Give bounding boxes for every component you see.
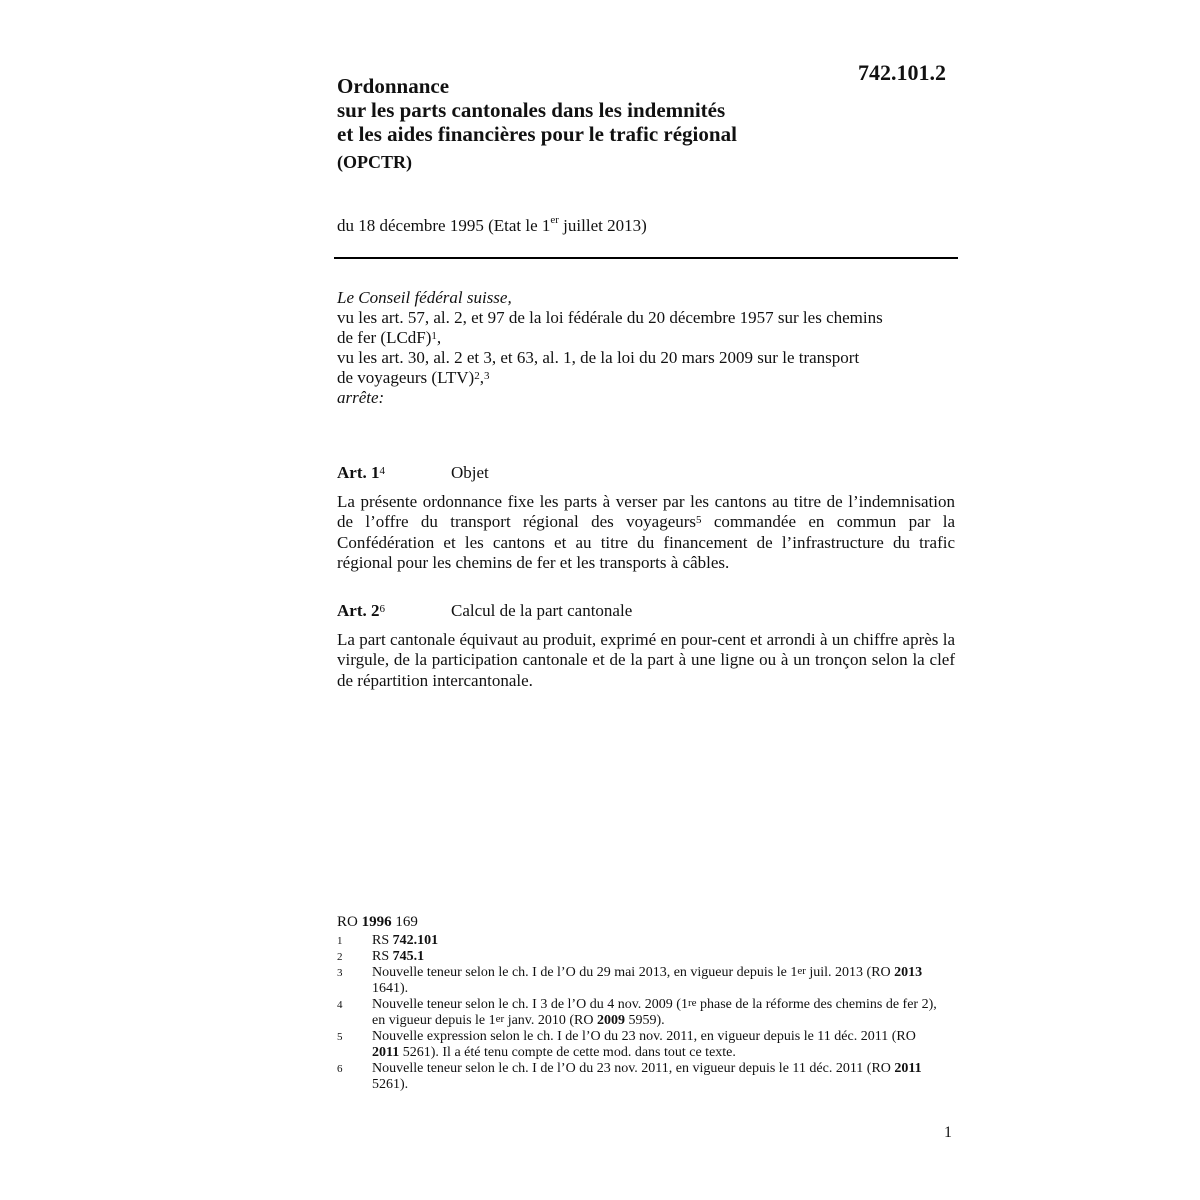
footnote-segment: RS <box>372 933 393 948</box>
article-body <box>337 492 955 574</box>
footnote-ref[interactable]: 3 <box>483 370 490 382</box>
footnote-text <box>372 1061 937 1093</box>
footnote-text <box>372 997 937 1029</box>
dateline <box>337 216 647 236</box>
footnote-bold: 2011 <box>372 1045 400 1060</box>
footnote-bold: 742.101 <box>392 933 439 948</box>
title-line: et les aides financières pour le trafic régional <box>337 122 737 146</box>
footnote-segment: Nouvelle expression selon le ch. I de l’O du 23 nov. 2011, en vigueur depuis le 11 déc. 2011 (RO <box>372 1029 916 1044</box>
article-body: La part cantonale équivaut au produit, exprimé en pour-cent et arrondi à un chiffre après la virgule, de la participation cantonale et de la part à une ligne ou à un tronçon selon la clef de répartition intercantonale. <box>337 629 955 690</box>
footnote-bold: 2011 <box>894 1061 922 1076</box>
footnote-ref[interactable]: 4 <box>379 465 385 477</box>
article-text: commandée en commun par la Confédération et les cantons et au titre du financement de l’infrastructure du trafic régional pour les chemins de fer et les transports à câbles. <box>337 512 955 572</box>
article-heading <box>337 601 955 622</box>
article-label <box>337 601 451 622</box>
footnote-5 <box>337 1029 937 1061</box>
document-number: 742.101.2 <box>858 60 946 85</box>
footnote-number: 6 <box>337 1063 343 1075</box>
footnote-number: 4 <box>337 999 343 1011</box>
preamble-line: vu les art. 57, al. 2, et 97 de la loi fédérale du 20 décembre 1957 sur les chemins <box>337 308 883 327</box>
authority: Le Conseil fédéral suisse, <box>337 288 512 307</box>
footnote-bold: 745.1 <box>392 949 425 964</box>
ro-reference <box>337 914 937 930</box>
footnote-2 <box>337 949 937 965</box>
document-title <box>337 74 857 174</box>
article-label-text: Art. 1 <box>337 463 380 482</box>
footnote-segment: janv. 2010 (RO <box>504 1013 597 1028</box>
title-abbreviation: (OPCTR) <box>337 152 412 172</box>
ro-year: 1996 <box>361 914 392 930</box>
footnote-text <box>372 1029 937 1061</box>
superscript: er <box>797 965 806 977</box>
decree: arrête: <box>337 388 385 407</box>
footnote-segment: Nouvelle teneur selon le ch. I 3 de l’O du 4 nov. 2009 (1 <box>372 997 688 1012</box>
footnote-bold: 2009 <box>597 1013 625 1028</box>
footnote-number: 5 <box>337 1031 343 1043</box>
preamble-line: de fer (LCdF)$^1$, <box>337 328 442 347</box>
preamble-text: de voyageurs (LTV) <box>337 368 475 387</box>
footnote-6 <box>337 1061 937 1093</box>
footnote-1 <box>337 933 937 949</box>
article-text: La présente ordonnance fixe les parts à verser par les cantons au titre de l’indemnisation de l’offre du transport régional des voyageurs <box>337 491 955 531</box>
footnote-number: 2 <box>337 951 343 963</box>
footnote-text <box>372 933 937 949</box>
article-2 <box>337 601 955 691</box>
footnote-3 <box>337 965 937 997</box>
article-heading <box>337 463 955 484</box>
header-rule <box>334 257 958 259</box>
title-line: sur les parts cantonales dans les indemnités <box>337 98 726 122</box>
footnote-text <box>372 965 937 997</box>
footnote-ref[interactable]: 6 <box>379 603 385 615</box>
footnote-ref[interactable]: 5 <box>696 514 702 526</box>
footnote-segment: RS <box>372 949 393 964</box>
preamble-text: de fer (LCdF) <box>337 328 432 347</box>
preamble <box>337 288 957 408</box>
footnote-segment: Nouvelle teneur selon le ch. I de l’O du 29 mai 2013, en vigueur depuis le 1 <box>372 965 798 980</box>
dateline-text: du 18 décembre 1995 (Etat le 1 <box>337 216 551 235</box>
footnote-4 <box>337 997 937 1029</box>
page-number: 1 <box>944 1124 952 1141</box>
footnote-segment: phase de la réforme des chemins de fer 2), en vigueur depuis le 1 <box>372 997 937 1028</box>
footnote-segment: juil. 2013 (RO <box>805 965 895 980</box>
ro-text: 169 <box>391 914 418 930</box>
superscript: er <box>495 1013 505 1025</box>
article-label-text: Art. 2 <box>337 601 380 620</box>
ro-text: RO <box>337 914 362 930</box>
footnote-segment: 1641). <box>372 981 409 996</box>
footnote-text <box>372 949 937 965</box>
superscript: er <box>550 214 559 226</box>
preamble-line: vu les art. 30, al. 2 et 3, et 63, al. 1, de la loi du 20 mars 2009 sur le transport <box>337 348 860 367</box>
article-title: Calcul de la part cantonale <box>451 601 633 620</box>
footnotes <box>337 914 937 1093</box>
title-line: Ordonnance <box>337 74 450 98</box>
article-1 <box>337 463 955 574</box>
footnote-number: 1 <box>337 935 343 947</box>
footnote-bold: 2013 <box>894 965 923 980</box>
dateline-text: juillet 2013) <box>558 216 647 235</box>
superscript: re <box>687 997 697 1009</box>
footnote-ref[interactable]: 2 <box>474 370 480 382</box>
footnote-segment: 5959). <box>625 1013 665 1028</box>
article-title: Objet <box>451 463 489 482</box>
footnote-segment: Nouvelle teneur selon le ch. I de l’O du 23 nov. 2011, en vigueur depuis le 11 déc. 2011 (RO <box>372 1061 895 1076</box>
footnote-segment: 5261). <box>372 1077 409 1092</box>
footnote-segment: 5261). Il a été tenu compte de cette mod. dans tout ce texte. <box>399 1045 736 1060</box>
footnote-ref[interactable]: 1 <box>431 330 437 342</box>
footnote-number: 3 <box>337 967 343 979</box>
article-label <box>337 463 451 484</box>
preamble-line: de voyageurs (LTV)$^2$,$^3$ <box>337 368 490 387</box>
